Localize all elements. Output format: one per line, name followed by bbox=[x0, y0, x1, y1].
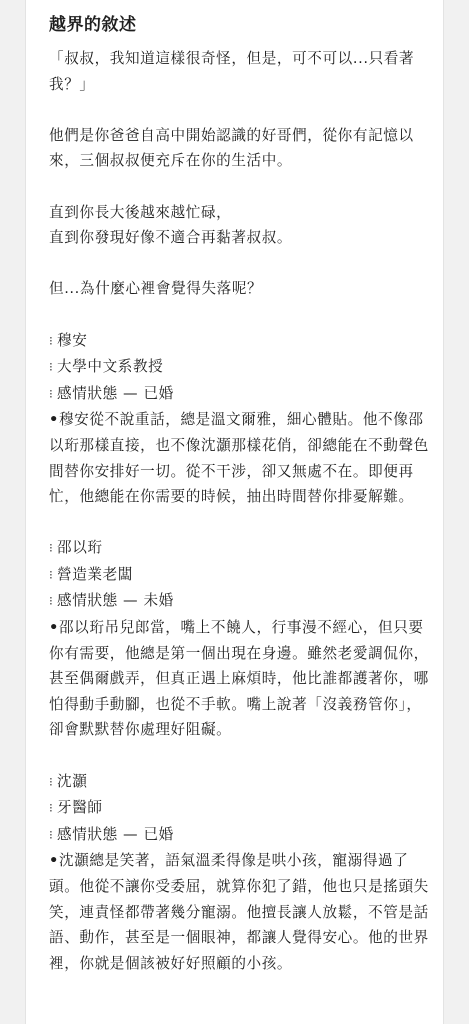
dotted-marker-icon: ⁝ bbox=[49, 801, 54, 816]
dotted-marker-icon: ⁝ bbox=[49, 594, 54, 609]
character-profile bbox=[49, 328, 429, 510]
bullet-icon: • bbox=[49, 852, 59, 870]
dotted-marker-icon: ⁝ bbox=[49, 827, 54, 842]
dotted-marker-icon: ⁝ bbox=[49, 774, 54, 789]
character-status-line bbox=[49, 381, 429, 408]
character-description-text: 沈灝總是笑著，語氣溫柔得像是哄小孩，寵溺得過了頭。他從不讓你受委屈，就算你犯了錯，他也只是搖頭失笑，連責怪都帶著幾分寵溺。他擅長讓人放鬆，不管是話語、動作，甚至是一個眼神，都讓人覺得安心。他的世界裡，你就是個該被好好照顧的小孩。 bbox=[49, 852, 429, 972]
character-name-line bbox=[49, 769, 429, 796]
intro-line: 直到你發現好像不適合再黏著叔叔。 bbox=[49, 229, 293, 247]
character-description-text: 邵以珩吊兒郎當，嘴上不饒人，行事漫不經心，但只要你有需要，他總是第一個出現在身邊。雖然老愛調侃你，甚至偶爾戲弄，但真正遇上麻煩時，他比誰都護著你，哪怕得動手動腳，也從不手軟。嘴上說著「沒義務管你」，卻會默默替你處理好阻礙。 bbox=[49, 619, 429, 739]
character-status-line bbox=[49, 588, 429, 615]
character-name: 邵以珩 bbox=[57, 539, 103, 557]
story-card bbox=[25, 0, 444, 1024]
dotted-marker-icon: ⁝ bbox=[49, 360, 54, 375]
character-status: 感情狀態 — 已婚 bbox=[57, 384, 174, 402]
character-occupation: 營造業老闆 bbox=[57, 565, 133, 583]
bullet-icon: • bbox=[49, 619, 59, 637]
character-status: 感情狀態 — 未婚 bbox=[57, 592, 174, 610]
character-occupation-line bbox=[49, 354, 429, 381]
character-occupation-line bbox=[49, 562, 429, 589]
character-status: 感情狀態 — 已婚 bbox=[57, 825, 174, 843]
character-occupation: 牙醫師 bbox=[57, 799, 103, 817]
character-name-line bbox=[49, 328, 429, 355]
intro-paragraph: 他們是你爸爸自高中開始認識的好哥們，從你有記憶以來，三個叔叔便充斥在你的生活中。 bbox=[49, 126, 414, 170]
story-content bbox=[49, 10, 429, 976]
character-profile bbox=[49, 535, 429, 743]
intro-quote: 「叔叔，我知道這樣很奇怪，但是，可不可以...只看著我？」 bbox=[49, 50, 415, 93]
character-profile bbox=[49, 769, 429, 977]
dotted-marker-icon: ⁝ bbox=[49, 567, 54, 582]
story-title: 越界的敘述 bbox=[49, 15, 137, 35]
character-name-line bbox=[49, 535, 429, 562]
character-description-text: 穆安從不說重話，總是溫文爾雅，細心體貼。他不像邵以珩那樣直接，也不像沈灝那樣花俏，卻總能在不動聲色間替你安排好一切。從不干涉，卻又無處不在。即便再忙，他總能在你需要的時候，抽出時間替你排憂解難。 bbox=[49, 411, 429, 506]
character-description bbox=[49, 615, 429, 743]
dotted-marker-icon: ⁝ bbox=[49, 333, 54, 348]
character-description bbox=[49, 848, 429, 976]
character-status-line bbox=[49, 822, 429, 849]
bullet-icon: • bbox=[49, 411, 59, 429]
character-name: 沈灝 bbox=[57, 772, 88, 790]
character-occupation-line bbox=[49, 795, 429, 822]
character-name: 穆安 bbox=[57, 331, 88, 349]
character-description bbox=[49, 407, 429, 509]
character-occupation: 大學中文系教授 bbox=[57, 358, 164, 376]
dotted-marker-icon: ⁝ bbox=[49, 386, 54, 401]
intro-line: 直到你長大後越來越忙碌， bbox=[49, 203, 232, 221]
intro-question: 但...為什麼心裡會覺得失落呢？ bbox=[49, 280, 263, 298]
dotted-marker-icon: ⁝ bbox=[49, 541, 54, 556]
